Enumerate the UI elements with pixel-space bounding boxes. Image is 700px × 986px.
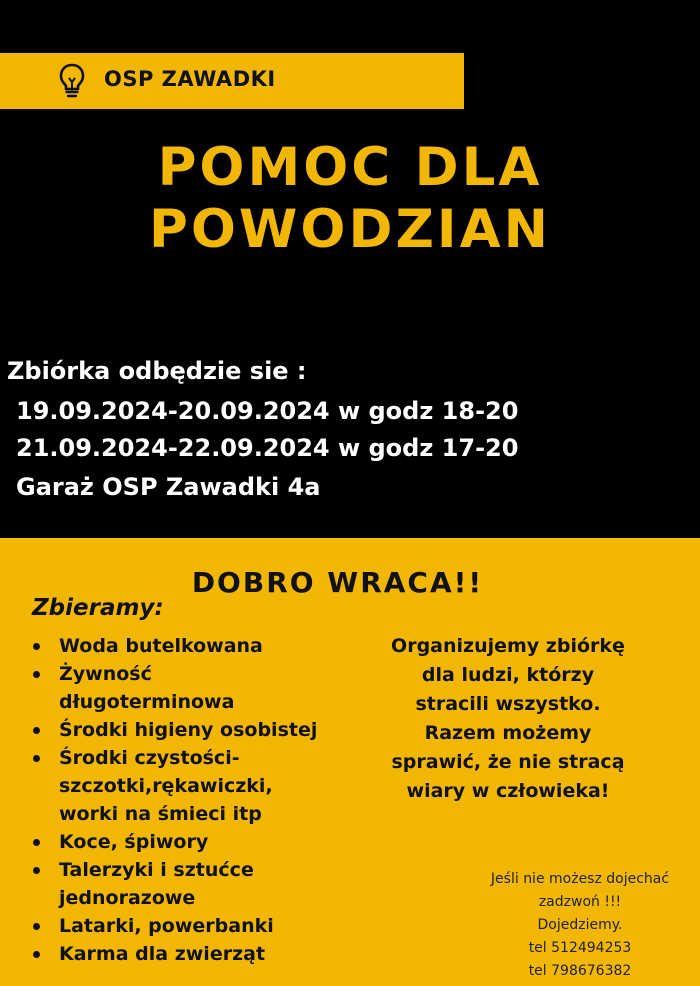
list-item-text: Środki czystości- szczotki,rękawiczki, worki na śmieci itp (59, 747, 273, 825)
bullet-icon (33, 671, 40, 678)
list-item-text: Talerzyki i sztućce jednorazowe (59, 859, 254, 909)
slogan: DOBRO WRACA!! (191, 566, 484, 599)
page-title-line1: POMOC DLA (157, 137, 543, 198)
list-item-text: Latarki, powerbanki (59, 915, 274, 937)
list-item-text: Środki higieny osobistej (59, 719, 318, 741)
collection-heading: Zbiórka odbędzie sie : (7, 357, 307, 385)
lightbulb-icon (57, 62, 87, 100)
bullet-icon (33, 923, 40, 930)
bullet-icon (33, 643, 40, 650)
contact-info: Jeśli nie możesz dojechać zadzwoń !!! Dojedziemy. tel 512494253 tel 798676382 (490, 871, 670, 979)
brand-name: OSP ZAWADKI (104, 67, 276, 91)
bullet-icon (33, 951, 40, 958)
list-item (0, 716, 340, 744)
list-item-text: Karma dla zwierząt (59, 943, 266, 965)
list-item (0, 856, 340, 912)
list-item (0, 912, 340, 940)
brand-bar (0, 53, 464, 109)
collection-location: Garaż OSP Zawadki 4a (16, 473, 321, 501)
bullet-icon (33, 839, 40, 846)
bullet-icon (33, 727, 40, 734)
bullet-icon (33, 755, 40, 762)
collection-date-2: 21.09.2024-22.09.2024 w godz 17-20 (16, 434, 519, 462)
collection-date-1: 19.09.2024-20.09.2024 w godz 18-20 (16, 397, 519, 425)
collected-items-list (0, 632, 340, 968)
page-title-line2: POWODZIAN (149, 199, 551, 260)
appeal-message: Organizujemy zbiórkę dla ludzi, którzy stracili wszystko. Razem możemy sprawić, że nie stracą wiary w człowieka! (391, 635, 625, 802)
list-item-text: Koce, śpiwory (59, 831, 209, 853)
list-item (0, 828, 340, 856)
list-item-text: Woda butelkowana (59, 635, 263, 657)
bullet-icon (33, 867, 40, 874)
list-item (0, 660, 340, 716)
list-item (0, 744, 340, 828)
list-title: Zbieramy: (32, 595, 164, 621)
list-item (0, 940, 340, 968)
list-item (0, 632, 340, 660)
list-item-text: Żywność długoterminowa (59, 663, 235, 713)
